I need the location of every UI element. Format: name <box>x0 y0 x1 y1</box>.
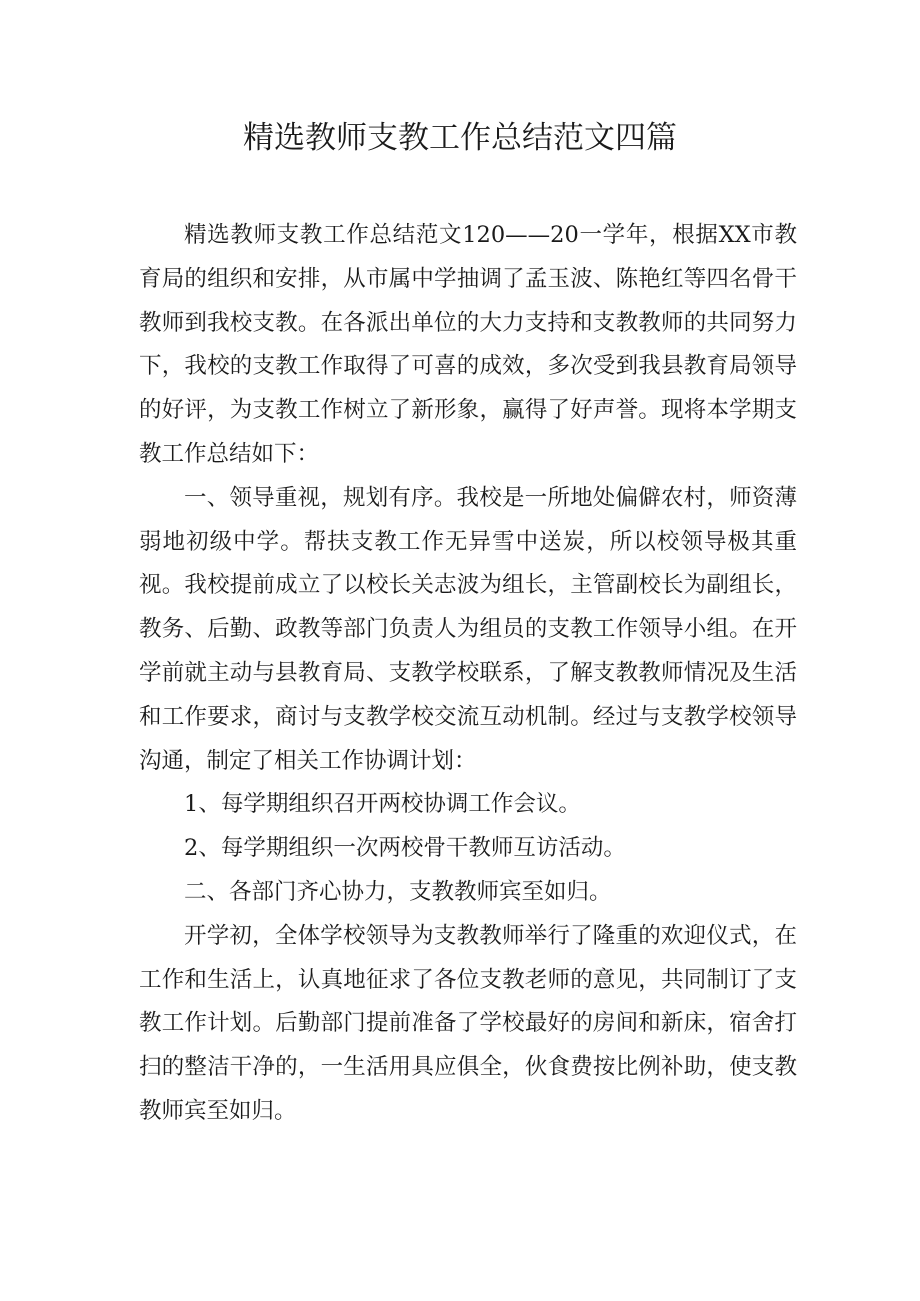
document-title: 精选教师支教工作总结范文四篇 <box>243 120 677 156</box>
paragraph-section-two-heading: 二、各部门齐心协力，支教教师宾至如归。 <box>184 878 612 905</box>
document-body <box>139 214 797 1134</box>
paragraph-section-one: 一、领导重视，规划有序。我校是一所地处偏僻农村，师资薄弱地初级中学。帮扶支教工作无异雪中送炭，所以校领导极其重视。我校提前成立了以校长关志波为组长，主管副校长为副组长，教务、后勤、政教等部门负责人为组员的支教工作领导小组。在开学前就主动与县教育局、支教学校联系，了解支教教师情况及生活和工作要求，商讨与支教学校交流互动机制。经过与支教学校领导沟通，制定了相关工作协调计划： <box>139 484 797 774</box>
paragraph-section-two-body: 开学初，全体学校领导为支教教师举行了隆重的欢迎仪式，在工作和生活上，认真地征求了各位支教老师的意见，共同制订了支教工作计划。后勤部门提前准备了学校最好的房间和新床，宿舍打扫的整洁干净的，一生活用具应俱全，伙食费按比例补助，使支教教师宾至如归。 <box>139 922 797 1124</box>
paragraph-list-item-1: 1、每学期组织召开两校协调工作会议。 <box>184 791 581 818</box>
paragraph-list-item-2: 2、每学期组织一次两校骨干教师互访活动。 <box>184 835 626 862</box>
paragraph-intro: 精选教师支教工作总结范文120——20一学年，根据XX市教育局的组织和安排，从市属中学抽调了孟玉波、陈艳红等四名骨干教师到我校支教。在各派出单位的大力支持和支教教师的共同努力下，我校的支教工作取得了可喜的成效，多次受到我县教育局领导的好评，为支教工作树立了新形象，赢得了好声誉。现将本学期支教工作总结如下： <box>139 222 797 467</box>
